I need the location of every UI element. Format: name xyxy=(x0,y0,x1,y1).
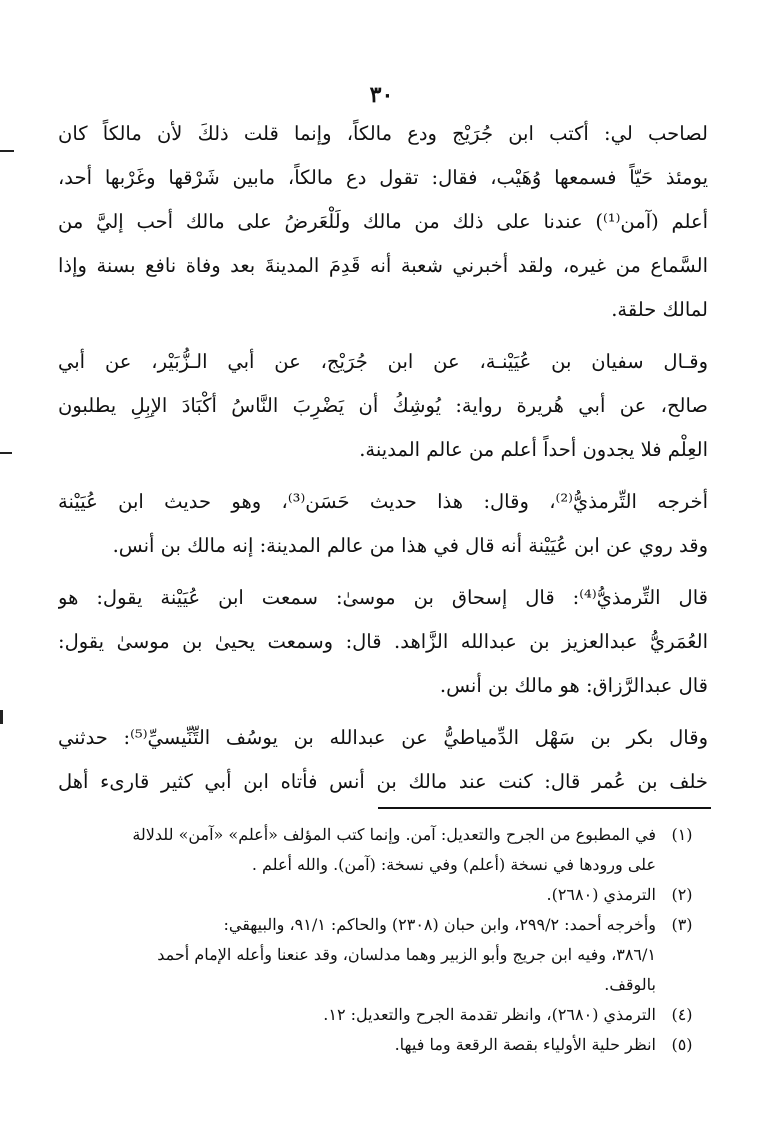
footnote-line: الترمذي (٢٦٨٠). xyxy=(546,885,656,904)
text-line: أخرجه التِّرمذيُّ⁽²⁾، وقال: هذا حديث حَسَن⁽³⁾، وهو حديث ابن عُيَيْنة xyxy=(58,490,708,513)
text-line: أعلم (آمن⁽¹⁾) عندنا على ذلك من مالك ولَلْعَرضُ على مالك أحب إليَّ من xyxy=(58,210,708,233)
text-line: لمالك حلقة. xyxy=(611,298,708,321)
footnote xyxy=(58,910,708,1000)
footnote-number: (٥) xyxy=(671,1035,693,1054)
footnote xyxy=(58,880,708,910)
text-line: خلف بن عُمر قال: كنت عند مالك بن أنس فأتاه ابن أبي كثير قارىء أهل xyxy=(58,770,708,793)
text-line: قال عبدالرَّزاق: هو مالك بن أنس. xyxy=(439,674,708,697)
text-line: صالح، عن أبي هُريرة رواية: يُوشِكُ أن يَضْرِبَ النَّاسُ أكْبَادَ الإبِلِ يطلبون xyxy=(58,394,708,417)
footnote-line: الترمذي (٢٦٨٠)، وانظر تقدمة الجرح والتعديل: ١٢. xyxy=(323,1005,656,1024)
text-line: لصاحب لي: أكتب ابن جُرَيْج ودع مالكاً، وإنما قلت ذلكَ لأن مالكاً كان xyxy=(58,122,708,145)
text-line: وقـال سفيان بن عُيَيْنـة، عن ابن جُرَيْج، عن أبي الـزُّبَيْر، عن أبي xyxy=(58,350,708,373)
text-line: العُمَريُّ عبدالعزيز بن عبدالله الزَّاهد. قال: وسمعت يحيىٰ بن موسىٰ يقول: xyxy=(58,630,708,653)
text-line: قال التِّرمذيُّ⁽⁴⁾: قال إسحاق بن موسىٰ: سمعت ابن عُيَيْنة يقول: هو xyxy=(58,586,708,609)
main-text xyxy=(58,112,708,812)
footnote-line: ٣٨٦/١، وفيه ابن جريج وأبو الزبير وهما مدلسان، وقد عنعنا وأعله الإمام أحمد xyxy=(157,945,656,964)
footnote-line: في المطبوع من الجرح والتعديل: آمن. وإنما كتب المؤلف «أعلم» «آمن» للدلالة xyxy=(132,825,656,844)
footnote xyxy=(58,1030,708,1060)
text-line: السَّماع من غيره، ولقد أخبرني شعبة أنه قَدِمَ المدينةَ بعد وفاة نافع بسنة وإذا xyxy=(58,254,708,277)
footnote-separator xyxy=(378,807,711,809)
paragraph xyxy=(58,576,708,708)
margin-mark xyxy=(0,710,3,724)
text-line: وقد روي عن ابن عُيَيْنة أنه قال في هذا من عالم المدينة: إنه مالك بن أنس. xyxy=(112,534,708,557)
text-line: يومئذ حَيّاً فسمعها وُهَيْب، فقال: تقول دع مالكاً، مابين شَرْقها وغَرْبها أحد، xyxy=(58,166,708,189)
footnote-line: على ورودها في نسخة (أعلم) وفي نسخة: (آمن). والله أعلم . xyxy=(251,855,656,874)
paragraph xyxy=(58,340,708,472)
text-line: العِلْم فلا يجدون أحداً أعلم من عالم المدينة. xyxy=(359,438,708,461)
footnote-line: وأخرجه أحمد: ٢٩٩/٢، وابن حبان (٢٣٠٨) والحاكم: ٩١/١، والبيهقي: xyxy=(223,915,656,934)
footnote-number: (٢) xyxy=(671,885,693,904)
footnote-number: (٣) xyxy=(671,915,693,934)
margin-mark xyxy=(0,452,12,454)
page-number: ٣٠ xyxy=(369,82,394,108)
paragraph xyxy=(58,480,708,568)
footnotes xyxy=(58,820,708,1060)
footnote-line: انظر حلية الأولياء بقصة الرقعة وما فيها. xyxy=(394,1035,656,1054)
text-line: وقال بكر بن سَهْل الدِّمياطيُّ عن عبدالله بن يوسُف التِّنِّيسيِّ⁽⁵⁾: حدثني xyxy=(58,726,708,749)
footnote-number: (١) xyxy=(671,825,693,844)
margin-mark xyxy=(0,150,14,152)
footnote-line: بالوقف. xyxy=(604,975,656,994)
footnote xyxy=(58,820,708,880)
paragraph xyxy=(58,716,708,804)
footnote-number: (٤) xyxy=(671,1005,693,1024)
paragraph xyxy=(58,112,708,332)
footnote xyxy=(58,1000,708,1030)
